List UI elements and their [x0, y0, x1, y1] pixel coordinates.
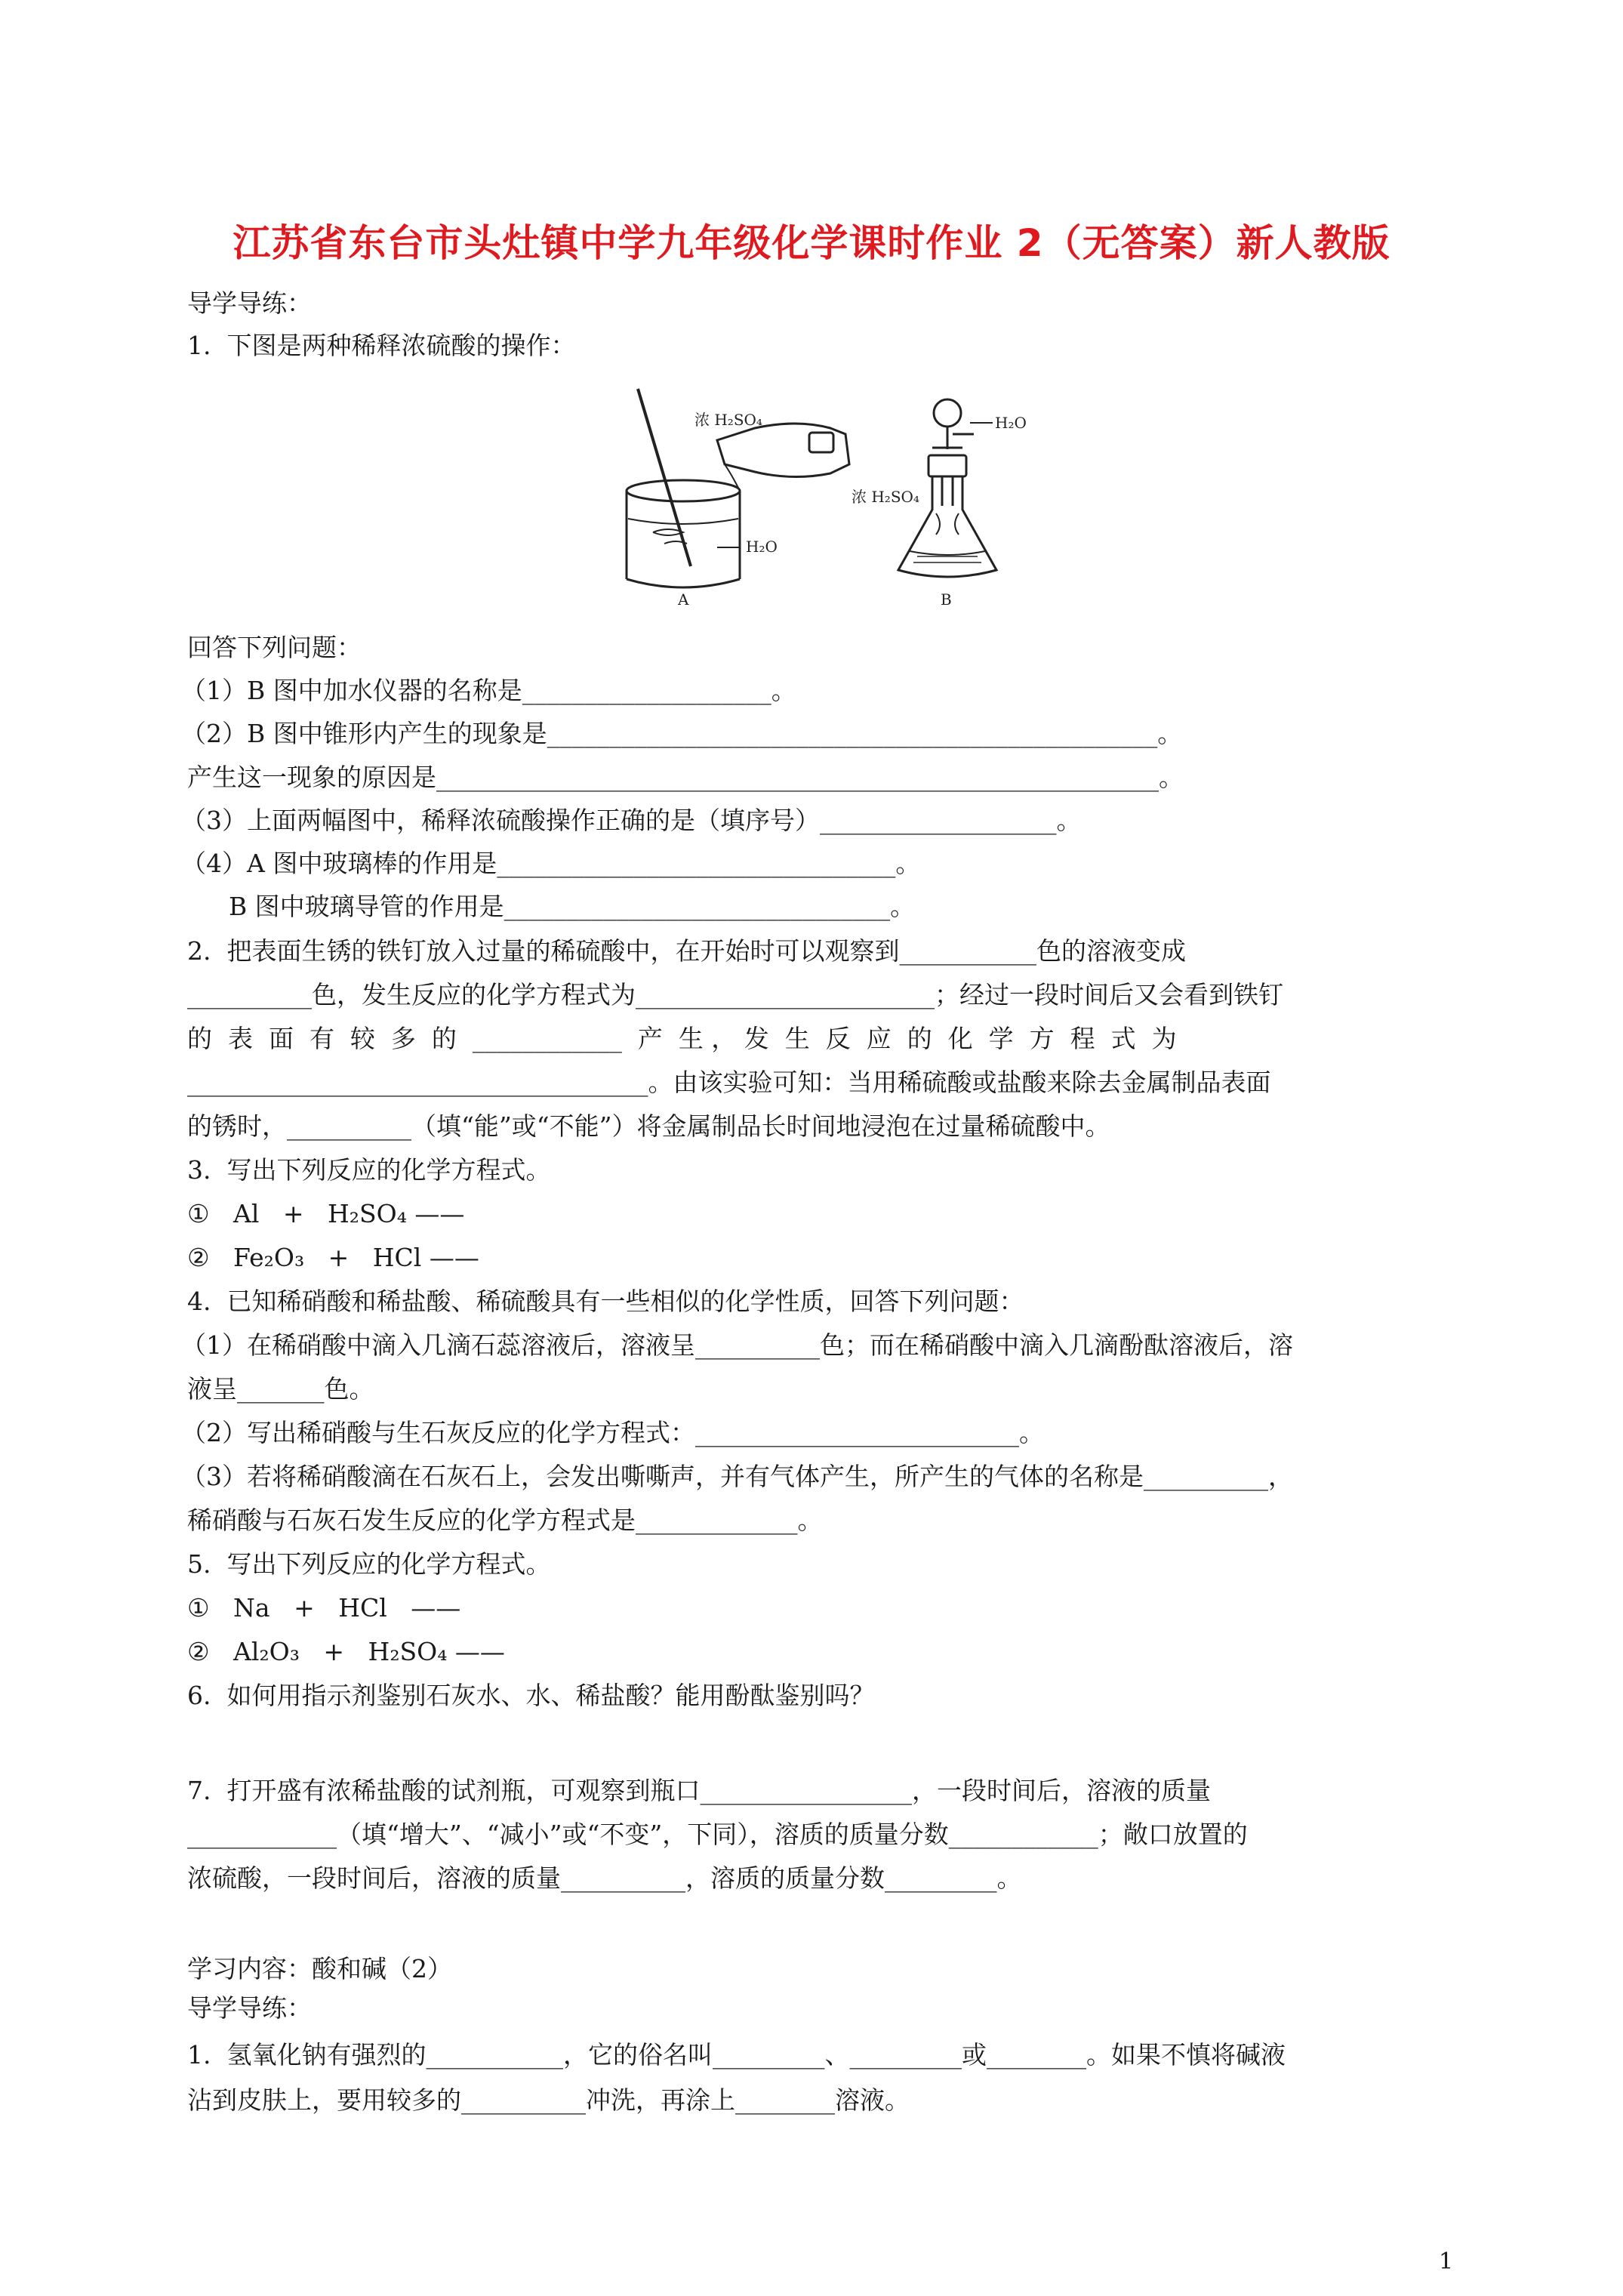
text-line: 沾到皮肤上，要用较多的__________冲洗，再涂上________溶液。 — [187, 2085, 910, 2115]
text-line: 7. 打开盛有浓稀盐酸的试剂瓶，可观察到瓶口_________________，一段时间后，溶液的质量 — [187, 1776, 1211, 1805]
text-line: 浓硫酸，一段时间后，溶液的质量__________，溶质的质量分数_________。 — [187, 1863, 1022, 1893]
section-heading: 学习内容：酸和碱（2） — [187, 1954, 452, 1983]
water-label-b: H₂O — [995, 414, 1027, 432]
water-label-a: H₂O — [746, 538, 778, 556]
text-line: （3）若将稀硝酸滴在石灰石上，会发出嘶嘶声，并有气体产生，所产生的气体的名称是__________， — [181, 1462, 1293, 1491]
text-line: 导学导练： — [187, 1993, 312, 2023]
text-line: ① Na + HCl —— — [187, 1593, 461, 1623]
text-line: （4）A 图中玻璃棒的作用是________________________________。 — [181, 849, 921, 878]
text-line: 5. 写出下列反应的化学方程式。 — [187, 1549, 551, 1579]
figure-label-a: A — [678, 590, 689, 608]
text-line: 6. 如何用指示剂鉴别石灰水、水、稀盐酸？能用酚酞鉴别吗？ — [187, 1681, 875, 1710]
page-title: 江苏省东台市头灶镇中学九年级化学课时作业 2（无答案）新人教版 — [233, 221, 1390, 265]
text-line: （2）B 图中锥形内产生的现象是_________________________________________________。 — [181, 719, 1183, 748]
text-line: 稀硝酸与石灰石发生反应的化学方程式是_____________。 — [187, 1505, 823, 1535]
text-line: 产生这一现象的原因是__________________________________________________________。 — [187, 763, 1184, 792]
text-line: ____________（填“增大”、“减小”或“不变”，下同），溶质的质量分数____________；敞口放置的 — [187, 1820, 1248, 1849]
text-line: （1）在稀硝酸中滴入几滴石蕊溶液后，溶液呈__________色；而在稀硝酸中滴入几滴酚酞溶液后，溶 — [181, 1330, 1293, 1360]
text-line: （2）写出稀硝酸与生石灰反应的化学方程式：__________________________。 — [181, 1418, 1044, 1447]
acid-label-a: 浓 H₂SO₄ — [694, 411, 762, 429]
text-line: ② Fe₂O₃ + HCl —— — [187, 1243, 479, 1272]
text-line: __________色，发生反应的化学方程式为________________________；经过一段时间后又会看到铁钉 — [187, 980, 1283, 1009]
text-line: （3）上面两幅图中，稀释浓硫酸操作正确的是（填序号）___________________。 — [181, 806, 1082, 835]
text-line: （1）B 图中加水仪器的名称是____________________。 — [181, 676, 796, 705]
dilution-diagram — [611, 381, 1034, 608]
text-line: 导学导练： — [187, 288, 312, 318]
text-line: 3. 写出下列反应的化学方程式。 — [187, 1155, 551, 1185]
text-line: 的 表 面 有 较 多 的 ____________ 产 生 ， 发 生 反 应 的 化 学 方 程 式 为 — [187, 1024, 1177, 1053]
text-line: 液呈_______色。 — [187, 1374, 374, 1404]
text-line: 1. 下图是两种稀释浓硫酸的操作： — [187, 331, 576, 360]
text-line: ② Al₂O₃ + H₂SO₄ —— — [187, 1637, 505, 1666]
acid-bottle-icon — [717, 424, 849, 491]
text-line: B 图中玻璃导管的作用是_______________________________。 — [181, 892, 916, 921]
acid-label-b: 浓 H₂SO₄ — [852, 488, 919, 506]
figure-label-b: B — [941, 590, 952, 608]
text-line: 4. 已知稀硝酸和稀盐酸、稀硫酸具有一些相似的化学性质，回答下列问题： — [187, 1287, 1024, 1316]
text-line: 回答下列问题： — [187, 633, 362, 662]
text-line: 2. 把表面生锈的铁钉放入过量的稀硫酸中，在开始时可以观察到___________色的溶液变成 — [187, 936, 1186, 966]
text-line: _____________________________________。由该实验可知：当用稀硫酸或盐酸来除去金属制品表面 — [187, 1068, 1271, 1097]
page-number: 1 — [1439, 2248, 1454, 2275]
text-line: 1. 氢氧化钠有强烈的___________，它的俗名叫_________、_________或________。如果不慎将碱液 — [187, 2040, 1286, 2069]
text-line: 的锈时，__________（填“能”或“不能”）将金属制品长时间地浸泡在过量稀硫酸中。 — [187, 1111, 1110, 1141]
text-line: ① Al + H₂SO₄ —— — [187, 1199, 465, 1228]
